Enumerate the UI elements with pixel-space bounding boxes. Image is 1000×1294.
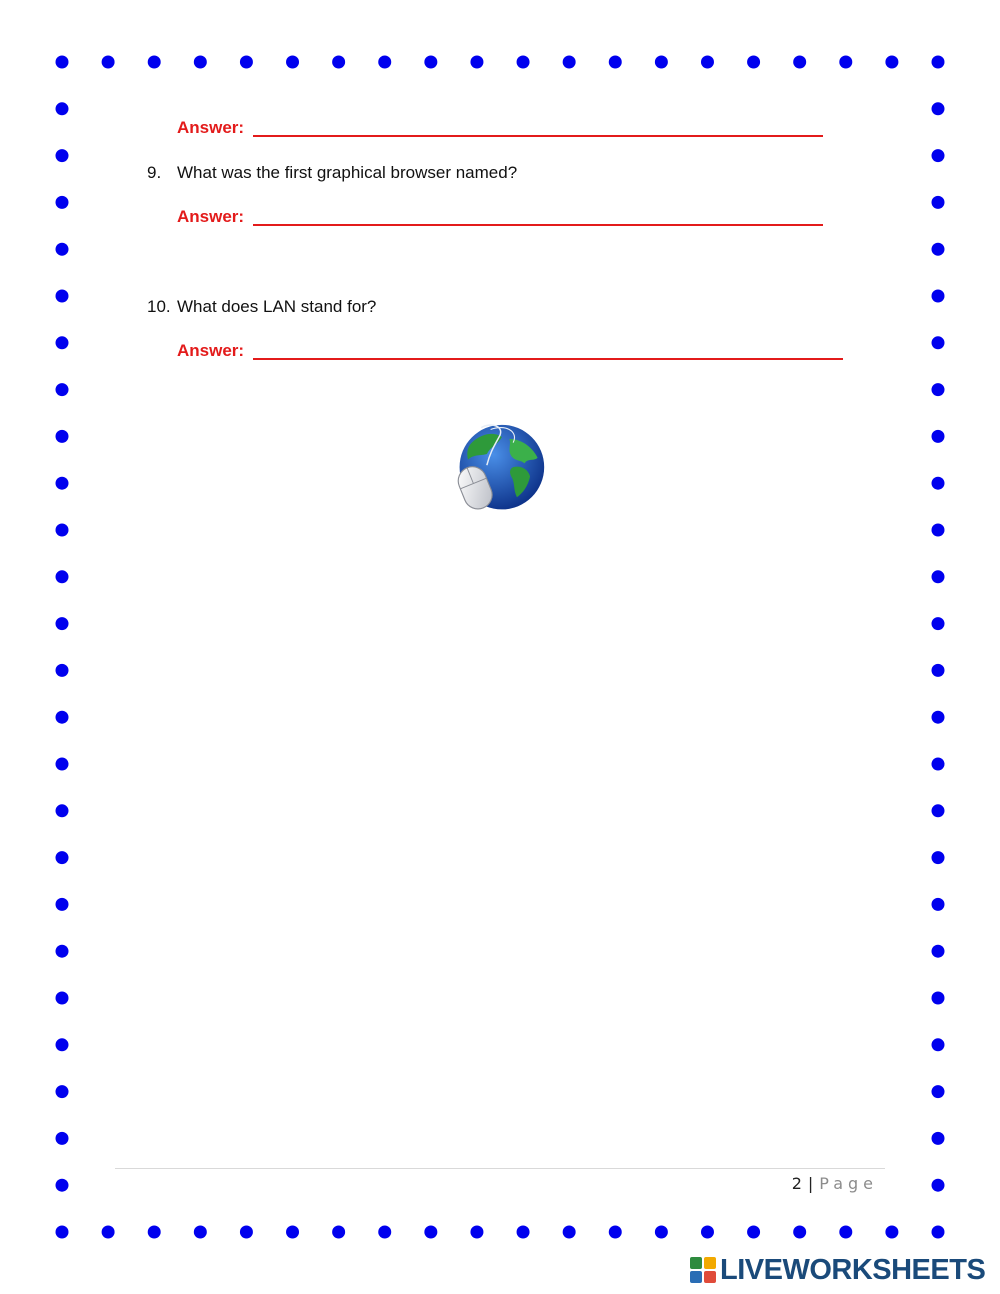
question-9 bbox=[147, 163, 517, 183]
question-number: 9. bbox=[147, 163, 162, 182]
border-dot bbox=[56, 336, 69, 349]
answer-line[interactable] bbox=[253, 224, 823, 226]
question-number: 10. bbox=[147, 297, 171, 316]
border-dot bbox=[932, 664, 945, 677]
border-dot bbox=[56, 196, 69, 209]
border-dot bbox=[747, 56, 760, 69]
border-dot bbox=[194, 56, 207, 69]
border-dot bbox=[56, 149, 69, 162]
border-dot bbox=[424, 1226, 437, 1239]
answer-label: Answer: bbox=[177, 118, 245, 137]
border-dot bbox=[240, 56, 253, 69]
border-dot bbox=[378, 56, 391, 69]
border-dot bbox=[932, 1179, 945, 1192]
border-dot bbox=[932, 804, 945, 817]
border-dot bbox=[56, 570, 69, 583]
border-dot bbox=[563, 1226, 576, 1239]
border-dot bbox=[932, 945, 945, 958]
page-word: Page bbox=[819, 1174, 878, 1193]
border-dot bbox=[932, 898, 945, 911]
footer-divider bbox=[115, 1168, 885, 1169]
border-dot bbox=[609, 1226, 622, 1239]
border-dot bbox=[102, 1226, 115, 1239]
border-dot bbox=[332, 56, 345, 69]
liveworksheets-logo[interactable] bbox=[690, 1254, 985, 1286]
border-dot bbox=[102, 56, 115, 69]
border-dot bbox=[56, 102, 69, 115]
border-dot bbox=[378, 1226, 391, 1239]
border-dot bbox=[932, 617, 945, 630]
border-dot bbox=[932, 196, 945, 209]
liveworksheets-mark-icon bbox=[690, 1257, 716, 1283]
border-dot bbox=[56, 56, 69, 69]
border-dot bbox=[885, 56, 898, 69]
border-dot bbox=[655, 1226, 668, 1239]
border-dot bbox=[701, 56, 714, 69]
border-dot bbox=[332, 1226, 345, 1239]
page-number: 2 bbox=[791, 1174, 802, 1193]
border-dot bbox=[793, 1226, 806, 1239]
globe-mouse-icon bbox=[453, 422, 547, 516]
border-dot bbox=[56, 383, 69, 396]
border-dot bbox=[563, 56, 576, 69]
border-dot bbox=[932, 1226, 945, 1239]
border-dot bbox=[470, 1226, 483, 1239]
border-dot bbox=[932, 477, 945, 490]
border-dot bbox=[424, 56, 437, 69]
question-10 bbox=[147, 297, 376, 317]
border-dot bbox=[885, 1226, 898, 1239]
question-text: What was the first graphical browser named? bbox=[177, 163, 518, 182]
border-dot bbox=[56, 290, 69, 303]
border-dot bbox=[56, 1038, 69, 1051]
border-dot bbox=[932, 524, 945, 537]
border-dot bbox=[56, 1179, 69, 1192]
border-dot bbox=[517, 1226, 530, 1239]
border-dot bbox=[793, 56, 806, 69]
border-dot bbox=[701, 1226, 714, 1239]
border-dot bbox=[56, 758, 69, 771]
answer-line[interactable] bbox=[253, 358, 843, 360]
border-dot bbox=[56, 945, 69, 958]
border-dot bbox=[56, 617, 69, 630]
border-dot bbox=[932, 336, 945, 349]
border-dot bbox=[932, 758, 945, 771]
border-dot bbox=[932, 430, 945, 443]
border-dot bbox=[56, 1132, 69, 1145]
border-dot bbox=[470, 56, 483, 69]
border-dot bbox=[517, 56, 530, 69]
border-dot bbox=[932, 570, 945, 583]
border-dot bbox=[148, 56, 161, 69]
border-dot bbox=[56, 664, 69, 677]
border-dot bbox=[932, 1038, 945, 1051]
border-dot bbox=[56, 1226, 69, 1239]
border-dot bbox=[932, 56, 945, 69]
border-dot bbox=[932, 149, 945, 162]
border-dot bbox=[839, 56, 852, 69]
border-dot bbox=[932, 1085, 945, 1098]
border-dot bbox=[932, 243, 945, 256]
border-dot bbox=[148, 1226, 161, 1239]
question-text: What does LAN stand for? bbox=[177, 297, 377, 316]
border-dot bbox=[932, 1132, 945, 1145]
liveworksheets-wordmark: LIVEWORKSHEETS bbox=[720, 1253, 986, 1286]
border-dot bbox=[56, 430, 69, 443]
border-dot bbox=[747, 1226, 760, 1239]
border-dot bbox=[56, 1085, 69, 1098]
page-separator: | bbox=[807, 1174, 814, 1193]
border-dot bbox=[932, 711, 945, 724]
border-dot bbox=[932, 102, 945, 115]
answer-label: Answer: bbox=[177, 207, 245, 226]
border-dot bbox=[932, 851, 945, 864]
border-dot bbox=[56, 804, 69, 817]
border-dot bbox=[839, 1226, 852, 1239]
border-dot bbox=[932, 290, 945, 303]
answer-label: Answer: bbox=[177, 341, 245, 360]
border-dot bbox=[56, 898, 69, 911]
border-dot bbox=[56, 243, 69, 256]
border-dot bbox=[286, 1226, 299, 1239]
border-dot bbox=[932, 383, 945, 396]
answer-line[interactable] bbox=[253, 135, 823, 137]
border-dot bbox=[609, 56, 622, 69]
border-dot bbox=[56, 477, 69, 490]
border-dot bbox=[56, 851, 69, 864]
border-dot bbox=[655, 56, 668, 69]
border-dot bbox=[932, 992, 945, 1005]
border-dot bbox=[56, 524, 69, 537]
border-dot bbox=[56, 711, 69, 724]
page-number-footer bbox=[792, 1174, 878, 1193]
border-dot bbox=[240, 1226, 253, 1239]
border-dot bbox=[194, 1226, 207, 1239]
border-dot bbox=[56, 992, 69, 1005]
border-dot bbox=[286, 56, 299, 69]
